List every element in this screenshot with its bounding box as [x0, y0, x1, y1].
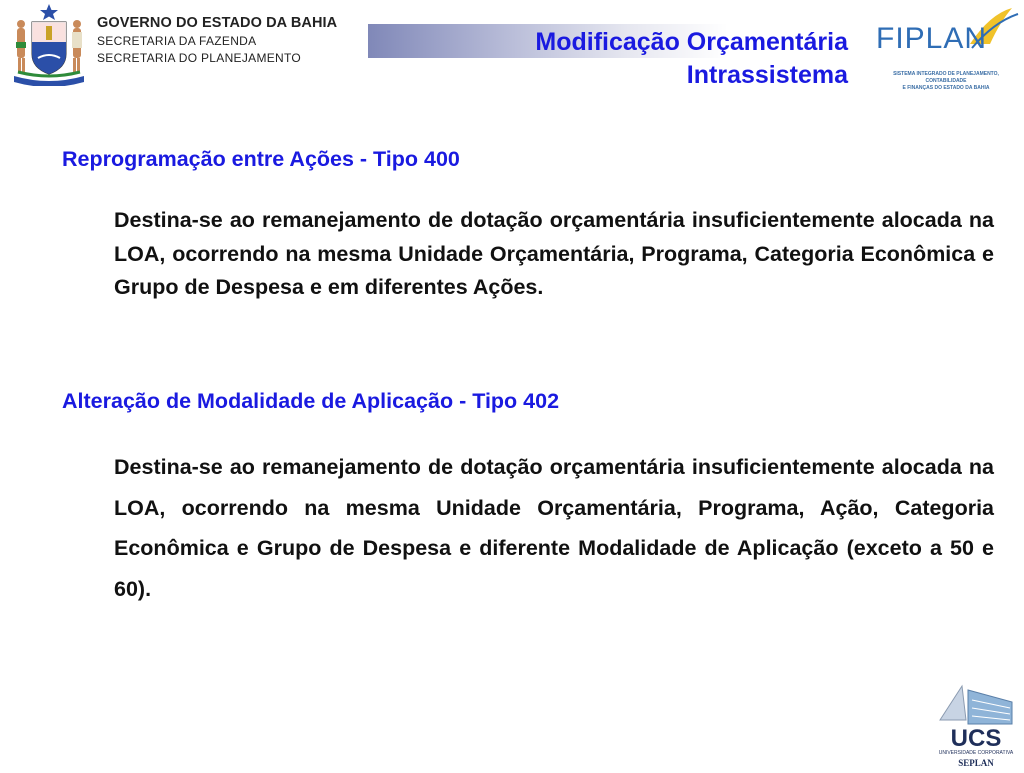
ucs-logo-org: SEPLAN: [958, 758, 994, 768]
coat-of-arms-icon: [8, 2, 90, 86]
slide-title: [535, 26, 848, 92]
org-secretariat-planning: SECRETARIA DO PLANEJAMENTO: [97, 51, 302, 65]
ucs-logo-caption: UNIVERSIDADE CORPORATIVA: [938, 750, 1014, 756]
fiplan-subtitle-line1: SISTEMA INTEGRADO DE PLANEJAMENTO, CONTABILIDADE: [893, 71, 999, 84]
section-heading-tipo-402: Alteração de Modalidade de Aplicação - Tipo 402: [62, 389, 560, 413]
government-header: [97, 15, 337, 65]
slide-title-line1: Modificação Orçamentária: [535, 28, 848, 56]
section-body-tipo-400: Destina-se ao remanejamento de dotação orçamentária insuficientemente alocada na LOA, ocorrendo na mesma Unidade Orçamentária, Programa, Categoria Econômica e Grupo de Despesa e em diferentes Ações.: [114, 208, 994, 299]
section-body-tipo-402: Destina-se ao remanejamento de dotação orçamentária insuficientemente alocada na LOA, ocorrendo na mesma Unidade Orçamentária, Programa, Ação, Categoria Econômica e Grupo de Despesa e diferente Modalidade de Aplicação (exceto a 50 e 60).: [114, 455, 994, 601]
ucs-logo-text: UCS: [950, 725, 1002, 752]
fiplan-subtitle: [872, 71, 1020, 92]
org-secretariat-finance: SECRETARIA DA FAZENDA: [97, 34, 257, 48]
org-name: GOVERNO DO ESTADO DA BAHIA: [97, 15, 338, 31]
fiplan-logo: [872, 4, 1020, 94]
section-heading-tipo-400: Reprogramação entre Ações - Tipo 400: [62, 147, 460, 171]
fiplan-subtitle-line2: E FINANÇAS DO ESTADO DA BAHIA: [902, 85, 990, 91]
ucs-logo: [932, 680, 1020, 768]
slide-title-line2: Intrassistema: [686, 61, 848, 89]
fiplan-logo-text: FIPLAN: [876, 22, 988, 55]
